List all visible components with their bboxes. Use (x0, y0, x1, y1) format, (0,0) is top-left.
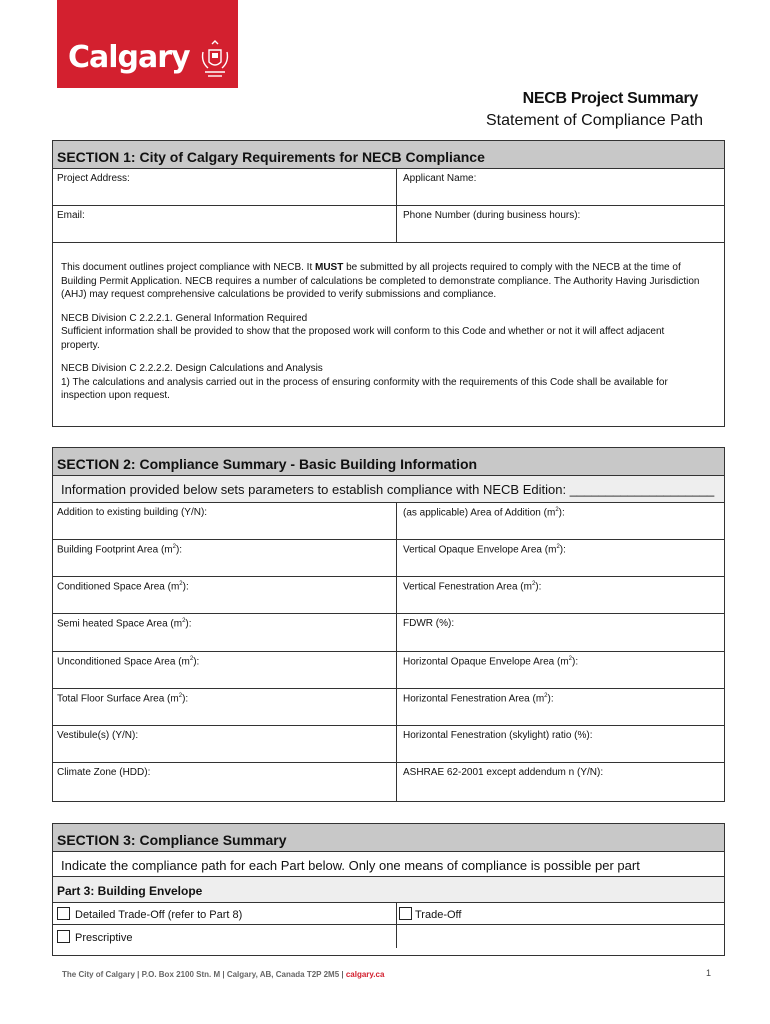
form-row (53, 503, 724, 540)
form-row (53, 763, 724, 801)
unit-superscript: 2 (568, 656, 572, 662)
option-row (53, 903, 724, 925)
applicant-name-field[interactable] (397, 169, 724, 205)
intro-text-cont: be submitted by all projects required to comply with the NECB at the time of Building Permit Application. NECB requires a number of calculations be completed to demonstrate compliance. The Authority Having Jurisdiction (AHJ) may request comprehensive calculations be provided to verify submissions and compliance. (61, 262, 700, 300)
form-field-left[interactable] (53, 689, 397, 725)
field-label: Phone Number (during business hours): (403, 210, 581, 221)
division-1-text: Sufficient information shall be provided to show that the proposed work will conform to this Code and whether or not it will affect adjacent property. (61, 326, 665, 351)
form-row (53, 614, 724, 652)
division-2-text: 1) The calculations and analysis carried out in the process of ensuring conformity with the requirements of this Code shall be available for inspection upon request. (61, 376, 668, 401)
form-row (53, 577, 724, 614)
field-label: FDWR (%): (403, 618, 455, 629)
detailed-tradeoff-checkbox[interactable] (57, 907, 70, 920)
field-label-end: ): (535, 581, 542, 593)
division-1-title: NECB Division C 2.2.2.1. General Information Required (61, 312, 308, 324)
field-label-end: ): (185, 618, 192, 630)
option-label: Prescriptive (75, 932, 133, 944)
form-row (53, 206, 724, 243)
prescriptive-checkbox[interactable] (57, 930, 70, 943)
field-label: Total Floor Surface Area (m (57, 693, 179, 705)
field-label-end: ): (182, 693, 189, 705)
field-label: Horizontal Fenestration (skylight) ratio (%): (403, 730, 593, 741)
form-field-left[interactable] (53, 503, 397, 539)
section-1 (52, 140, 725, 427)
intro-must: MUST (315, 262, 344, 273)
intro-paragraph (61, 261, 704, 302)
project-address-field[interactable] (53, 169, 397, 205)
field-label: ASHRAE 62-2001 except addendum n (Y/N): (403, 767, 604, 778)
calgary-logo (57, 0, 238, 88)
footer-address: The City of Calgary | P.O. Box 2100 Stn. M | Calgary, AB, Canada T2P 2M5 | (62, 970, 346, 979)
option-prescriptive (53, 925, 397, 948)
field-label: Vertical Fenestration Area (m (403, 581, 532, 593)
section-2-rows (53, 503, 724, 801)
phone-number-field[interactable] (397, 206, 724, 242)
field-label: Addition to existing building (Y/N): (57, 507, 208, 518)
option-label: Trade-Off (415, 909, 462, 921)
unit-superscript: 2 (189, 656, 194, 662)
form-field-left[interactable] (53, 726, 397, 762)
form-field-left[interactable] (53, 652, 397, 688)
option-row (53, 925, 724, 948)
unit-superscript: 2 (555, 507, 559, 513)
field-label: Email: (57, 210, 85, 221)
field-label-end: ): (547, 693, 554, 705)
form-field-right[interactable] (397, 652, 724, 688)
page-number: 1 (706, 968, 712, 978)
form-field-right[interactable] (397, 614, 724, 651)
form-field-right[interactable] (397, 540, 724, 576)
section-2-heading: SECTION 2: Compliance Summary - Basic Building Information (53, 448, 724, 476)
field-label: (as applicable) Area of Addition (m (403, 507, 556, 519)
form-field-right[interactable] (397, 577, 724, 613)
form-field-left[interactable] (53, 540, 397, 576)
field-label: Building Footprint Area (m (57, 544, 173, 556)
unit-superscript: 2 (172, 544, 176, 550)
division-2-paragraph (61, 362, 704, 403)
form-field-left[interactable] (53, 614, 397, 651)
section-3-heading: SECTION 3: Compliance Summary (53, 824, 724, 852)
unit-superscript: 2 (178, 693, 183, 699)
field-label-end: ): (558, 507, 565, 519)
field-label: Climate Zone (HDD): (57, 767, 151, 778)
form-row (53, 652, 724, 689)
field-label-end: ): (182, 581, 189, 593)
form-row (53, 689, 724, 726)
form-row (53, 726, 724, 763)
section-2-info: Information provided below sets parameters to establish compliance with NECB Edition: ____________________ (53, 476, 724, 503)
section-2 (52, 447, 725, 802)
intro-text: This document outlines project compliance with NECB. It (61, 262, 315, 273)
division-2-title: NECB Division C 2.2.2.2. Design Calculations and Analysis (61, 363, 323, 374)
field-label: Conditioned Space Area (m (57, 581, 180, 593)
section-1-info (53, 243, 724, 403)
field-label-end: ): (559, 544, 566, 556)
unit-superscript: 2 (556, 544, 560, 550)
field-label: Vertical Opaque Envelope Area (m (403, 544, 557, 556)
form-row (53, 169, 724, 206)
section-1-heading: SECTION 1: City of Calgary Requirements for NECB Compliance (53, 141, 724, 169)
form-field-right[interactable] (397, 503, 724, 539)
section-3 (52, 823, 725, 956)
option-label: Detailed Trade-Off (refer to Part 8) (75, 909, 243, 921)
field-label: Project Address: (57, 173, 130, 184)
field-label-end: ): (572, 656, 579, 668)
footer-link[interactable]: calgary.ca (345, 970, 385, 979)
email-field[interactable] (53, 206, 397, 242)
unit-superscript: 2 (182, 618, 186, 624)
option-tradeoff (397, 903, 724, 924)
field-label-end: ): (193, 656, 200, 668)
tradeoff-checkbox[interactable] (399, 907, 412, 920)
form-field-left[interactable] (53, 577, 397, 613)
logo-wordmark: Calgary (68, 40, 190, 75)
footer (62, 970, 384, 979)
part-3-heading: Part 3: Building Envelope (53, 877, 724, 903)
division-1-paragraph (61, 312, 704, 353)
field-label: Unconditioned Space Area (m (57, 656, 190, 668)
option-detailed-tradeoff (53, 903, 397, 924)
document-title: NECB Project Summary (522, 90, 698, 107)
field-label: Applicant Name: (403, 173, 477, 184)
field-label: Semi heated Space Area (m (57, 618, 183, 630)
unit-superscript: 2 (531, 581, 536, 587)
form-field-right[interactable] (397, 726, 724, 762)
field-label: Horizontal Fenestration Area (m (403, 693, 545, 705)
form-field-right[interactable] (397, 763, 724, 801)
form-row (53, 540, 724, 577)
unit-superscript: 2 (544, 693, 548, 699)
field-label: Horizontal Opaque Envelope Area (m (403, 656, 569, 668)
field-label: Vestibule(s) (Y/N): (57, 730, 139, 741)
field-label-end: ): (175, 544, 183, 556)
unit-superscript: 2 (179, 581, 183, 587)
form-field-right[interactable] (397, 689, 724, 725)
document-subtitle: Statement of Compliance Path (485, 112, 703, 129)
form-field-left[interactable] (53, 763, 397, 801)
section-3-info: Indicate the compliance path for each Part below. Only one means of compliance is possible per part (53, 852, 724, 877)
coat-of-arms-icon (199, 40, 231, 78)
